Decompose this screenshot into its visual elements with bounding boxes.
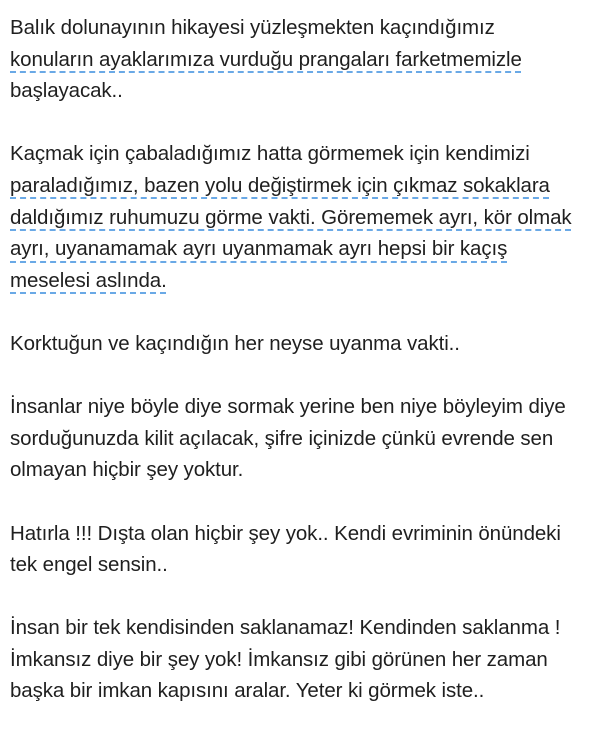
text-line [10,44,596,76]
text-line [10,233,596,265]
paragraph-2 [10,138,596,296]
spellcheck-underlined-text: ayrı, uyanamamak ayrı uyanmamak ayrı hepsi bir kaçış [10,237,508,261]
text-line [10,644,596,676]
text-line [10,391,596,423]
spellcheck-underlined-text: meselesi aslında. [10,268,167,292]
text-segment: İnsan bir tek kendisinden saklanamaz! Kendinden saklanma ! [10,616,561,640]
text-line [10,454,596,486]
spellcheck-underlined-text: konuların ayaklarımıza vurduğu prangaları farketmemizle [10,47,522,71]
text-line [10,675,596,707]
paragraph-3 [10,328,596,360]
text-line [10,138,596,170]
text-segment: sorduğunuzda kilit açılacak, şifre içinizde çünkü evrende sen [10,426,554,450]
text-line [10,170,596,202]
note-text-body[interactable] [10,12,596,739]
text-segment: Korktuğun ve kaçındığın her neyse uyanma vakti.. [10,331,460,355]
spellcheck-underlined-text: daldığımız ruhumuzu görme vakti. Görememek ayrı, kör olmak [10,205,572,229]
spellcheck-underlined-text: paraladığımız, bazen yolu değiştirmek için çıkmaz sokaklara [10,173,550,197]
text-segment: tek engel sensin.. [10,553,168,577]
text-line [10,328,596,360]
paragraph-1 [10,12,596,107]
text-segment: İmkansız diye bir şey yok! İmkansız gibi görünen her zaman [10,647,548,671]
paragraph-6 [10,612,596,707]
text-line [10,75,596,107]
text-segment: başlayacak.. [10,79,123,103]
text-line [10,202,596,234]
text-segment: Kaçmak için çabaladığımız hatta görmemek için kendimizi [10,142,530,166]
text-segment: olmayan hiçbir şey yoktur. [10,458,244,482]
text-line [10,423,596,455]
text-line [10,518,596,550]
text-segment: İnsanlar niye böyle diye sormak yerine ben niye böyleyim diye [10,395,566,419]
text-segment: Hatırla !!! Dışta olan hiçbir şey yok.. Kendi evriminin önündeki [10,521,561,545]
paragraph-4 [10,391,596,486]
text-segment: başka bir imkan kapısını aralar. Yeter ki görmek iste.. [10,679,485,703]
text-line [10,12,596,44]
text-line [10,549,596,581]
paragraph-5 [10,518,596,581]
text-line [10,265,596,297]
text-segment: Balık dolunayının hikayesi yüzleşmekten kaçındığımız [10,16,495,39]
text-line [10,612,596,644]
